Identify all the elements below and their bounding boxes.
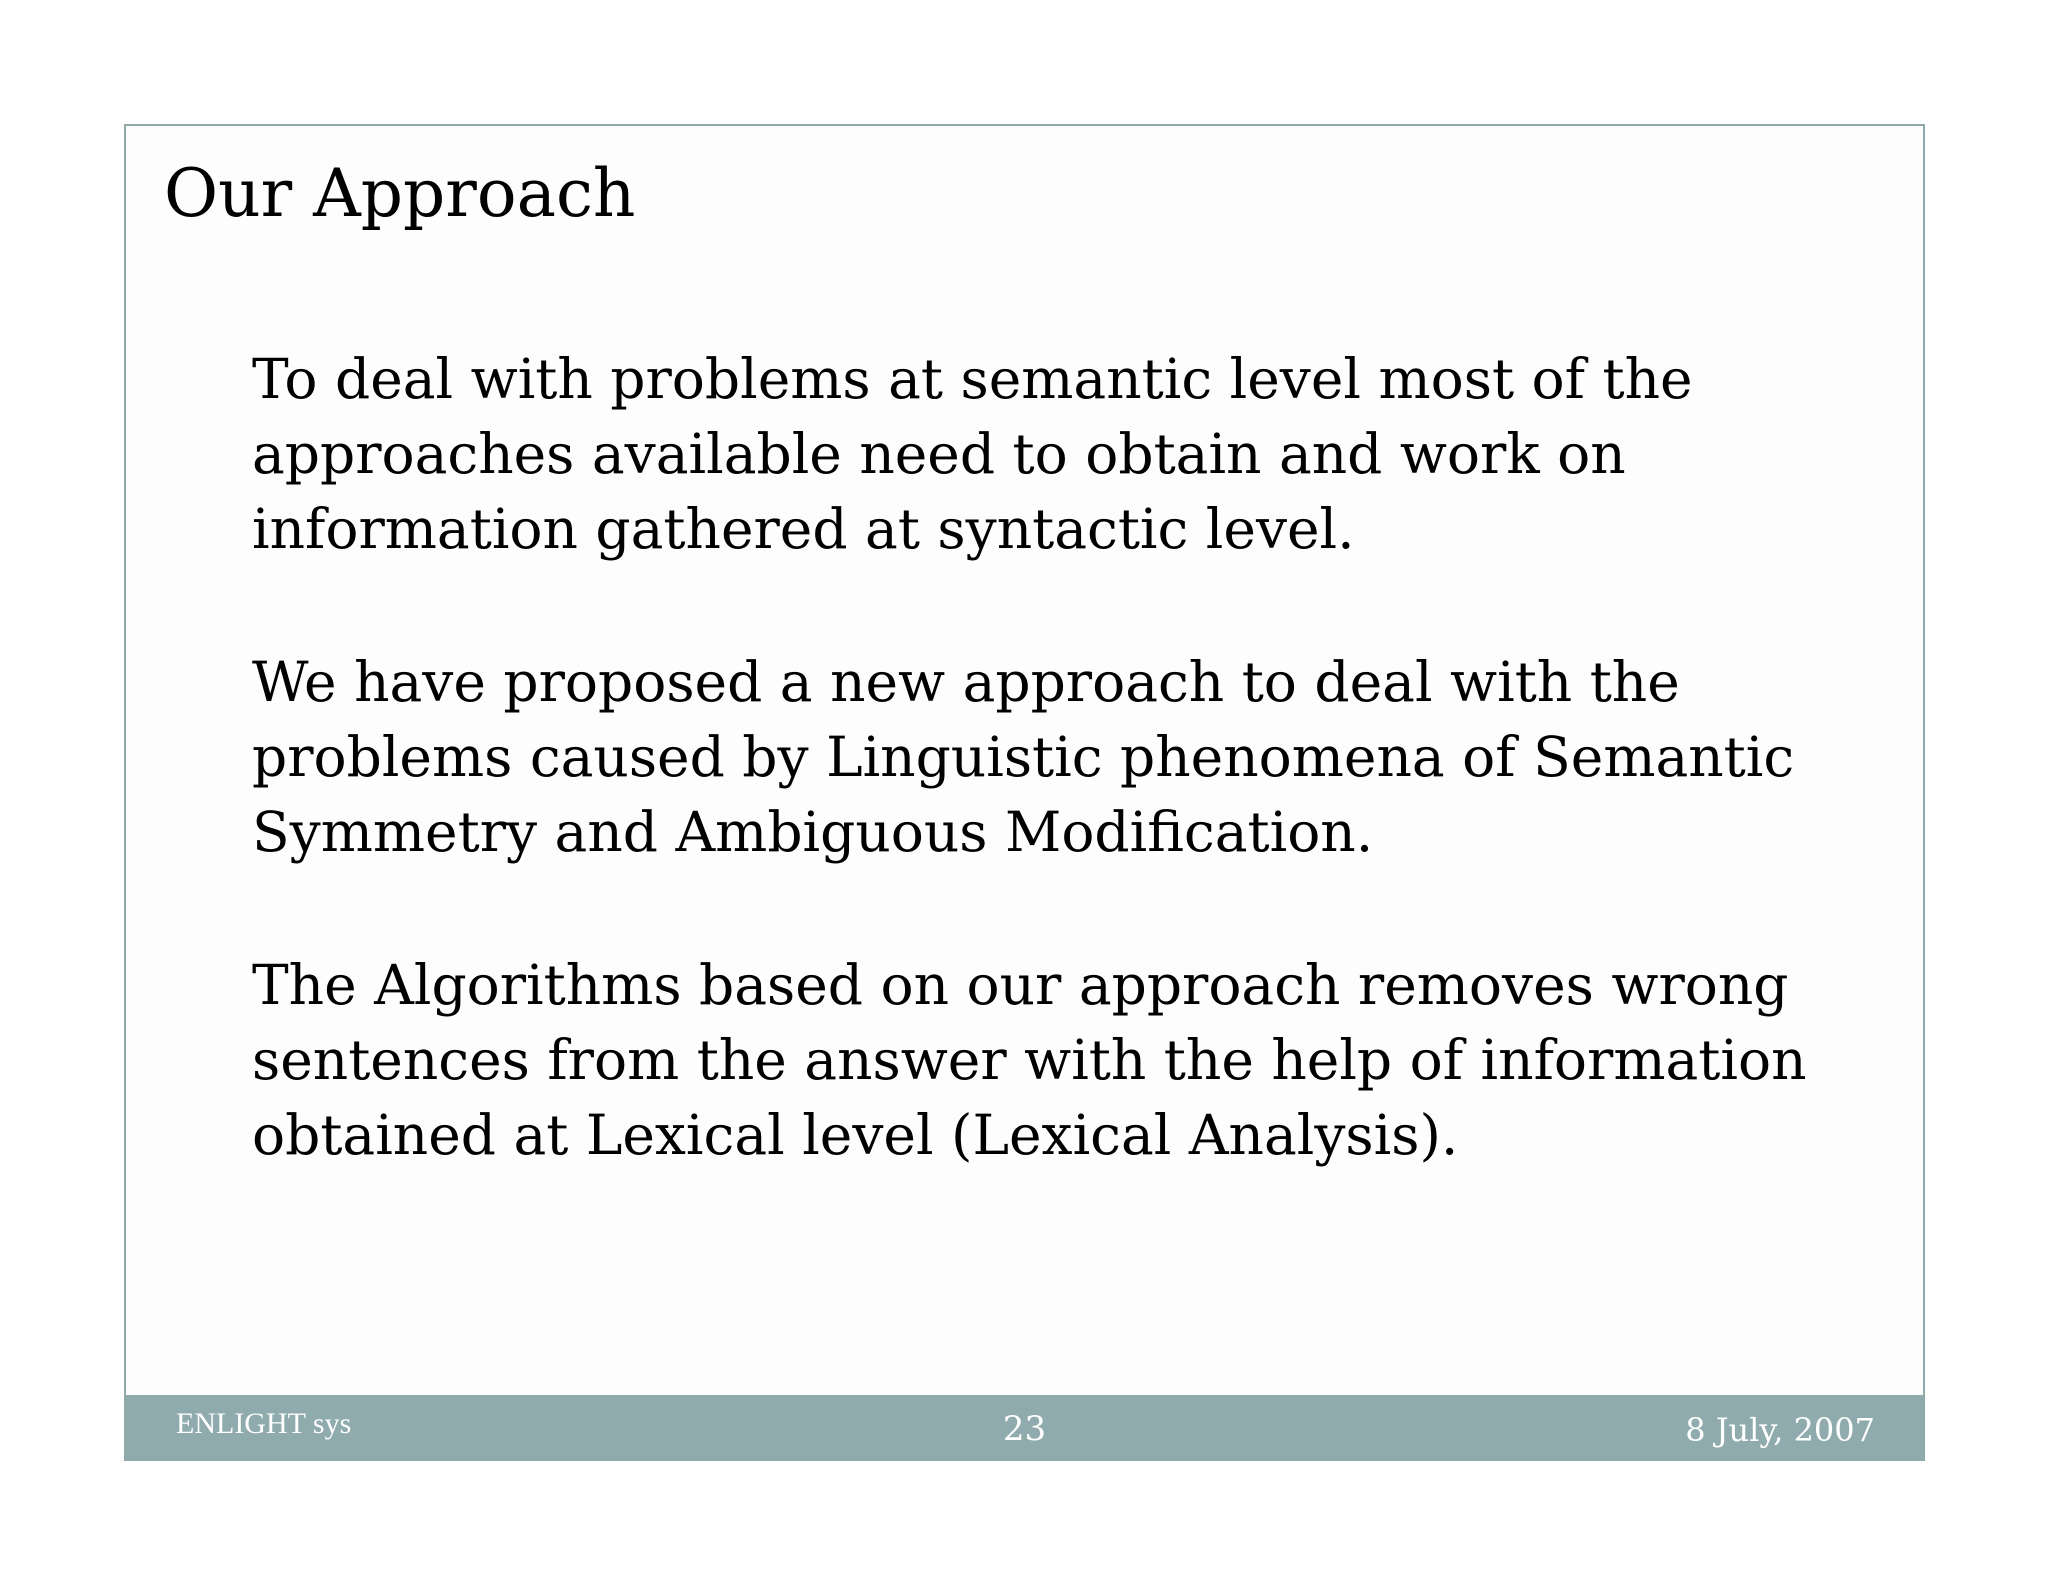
- footer-date: 8 July, 2007: [1685, 1411, 1875, 1449]
- paragraph-1: To deal with problems at semantic level most of the approaches available need to obtain and work on information gathered at syntactic level.: [252, 347, 1693, 561]
- page-number: 23: [1002, 1409, 1047, 1449]
- slide-title: Our Approach: [164, 155, 636, 232]
- footer-organization: ENLIGHT sys: [176, 1407, 352, 1440]
- footer-bar: [126, 1395, 1923, 1459]
- slide-frame: [124, 124, 1925, 1461]
- paragraph-2: We have proposed a new approach to deal with the problems caused by Linguistic phenomena of Semantic Symmetry and Ambiguous Modification.: [252, 650, 1795, 864]
- paragraph-3: The Algorithms based on our approach removes wrong sentences from the answer with the help of information obtained at Lexical level (Lexical Analysis).: [252, 953, 1807, 1167]
- slide-body: [252, 342, 1872, 1251]
